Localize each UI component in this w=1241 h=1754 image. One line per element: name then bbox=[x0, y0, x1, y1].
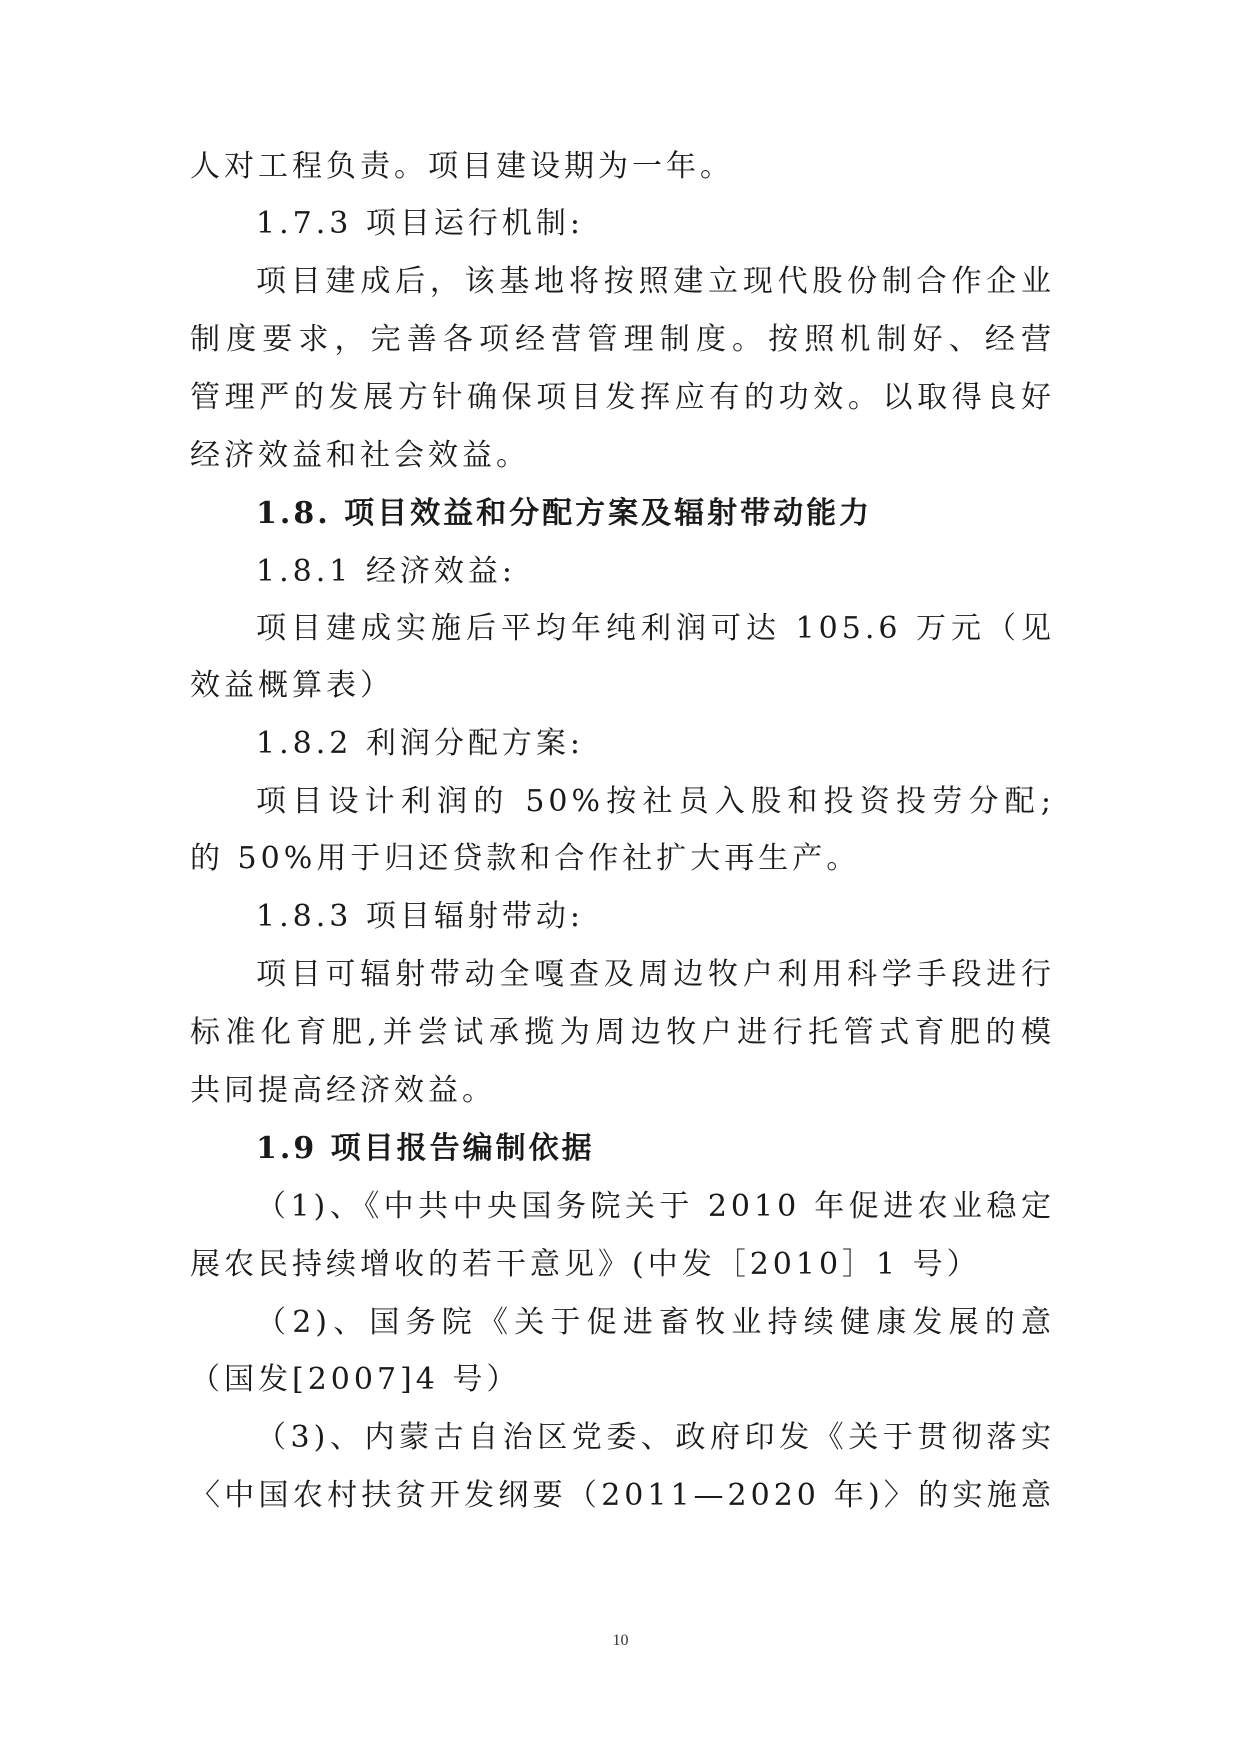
reference-line: （3)、内蒙古自治区党委、政府印发《关于贯彻落实 bbox=[256, 1420, 1055, 1455]
paragraph-line: 共同提高经济效益。 bbox=[190, 1073, 496, 1108]
section-heading: 1.8. 项目效益和分配方案及辐射带动能力 bbox=[256, 496, 873, 531]
subsection-heading: 1.7.3 项目运行机制: bbox=[256, 206, 584, 241]
subsection-heading: 1.8.1 经济效益: bbox=[256, 554, 516, 589]
paragraph-line: 项目建成后，该基地将按照建立现代股份制合作企业 bbox=[256, 264, 1055, 299]
reference-line: （国发[2007]4 号） bbox=[190, 1362, 521, 1397]
paragraph-line: 管理严的发展方针确保项目发挥应有的功效。以取得良好 bbox=[190, 380, 1055, 415]
paragraph-line: 项目设计利润的 50%按社员入股和投资投劳分配; bbox=[256, 784, 1055, 819]
subsection-heading: 1.8.2 利润分配方案: bbox=[256, 726, 584, 761]
reference-line: （1)、《中共中央国务院关于 2010 年促进农业稳定 bbox=[256, 1189, 1055, 1224]
paragraph-line: 人对工程负责。项目建设期为一年。 bbox=[190, 149, 734, 184]
paragraph-line: 项目建成实施后平均年纯利润可达 105.6 万元（见 bbox=[256, 611, 1055, 646]
paragraph-line: 制度要求，完善各项经营管理制度。按照机制好、经营 bbox=[190, 322, 1055, 357]
paragraph-line: 项目可辐射带动全嘎查及周边牧户利用科学手段进行 bbox=[256, 957, 1055, 992]
paragraph-line: 经济效益和社会效益。 bbox=[190, 438, 530, 473]
paragraph-line: 的 50%用于归还贷款和合作社扩大再生产。 bbox=[190, 841, 861, 876]
paragraph-line: 效益概算表） bbox=[190, 668, 394, 703]
paragraph-line: 标准化育肥,并尝试承揽为周边牧户进行托管式育肥的模 bbox=[190, 1015, 1055, 1050]
page-number: 10 bbox=[612, 1632, 629, 1649]
section-heading: 1.9 项目报告编制依据 bbox=[256, 1131, 595, 1166]
reference-line: 展农民持续增收的若干意见》(中发［2010］1 号） bbox=[190, 1247, 981, 1282]
reference-line: 〈中国农村扶贫开发纲要（2011—2020 年)〉的实施意 bbox=[190, 1478, 1055, 1513]
reference-line: （2)、国务院《关于促进畜牧业持续健康发展的意 bbox=[256, 1305, 1055, 1340]
subsection-heading: 1.8.3 项目辐射带动: bbox=[256, 899, 584, 934]
